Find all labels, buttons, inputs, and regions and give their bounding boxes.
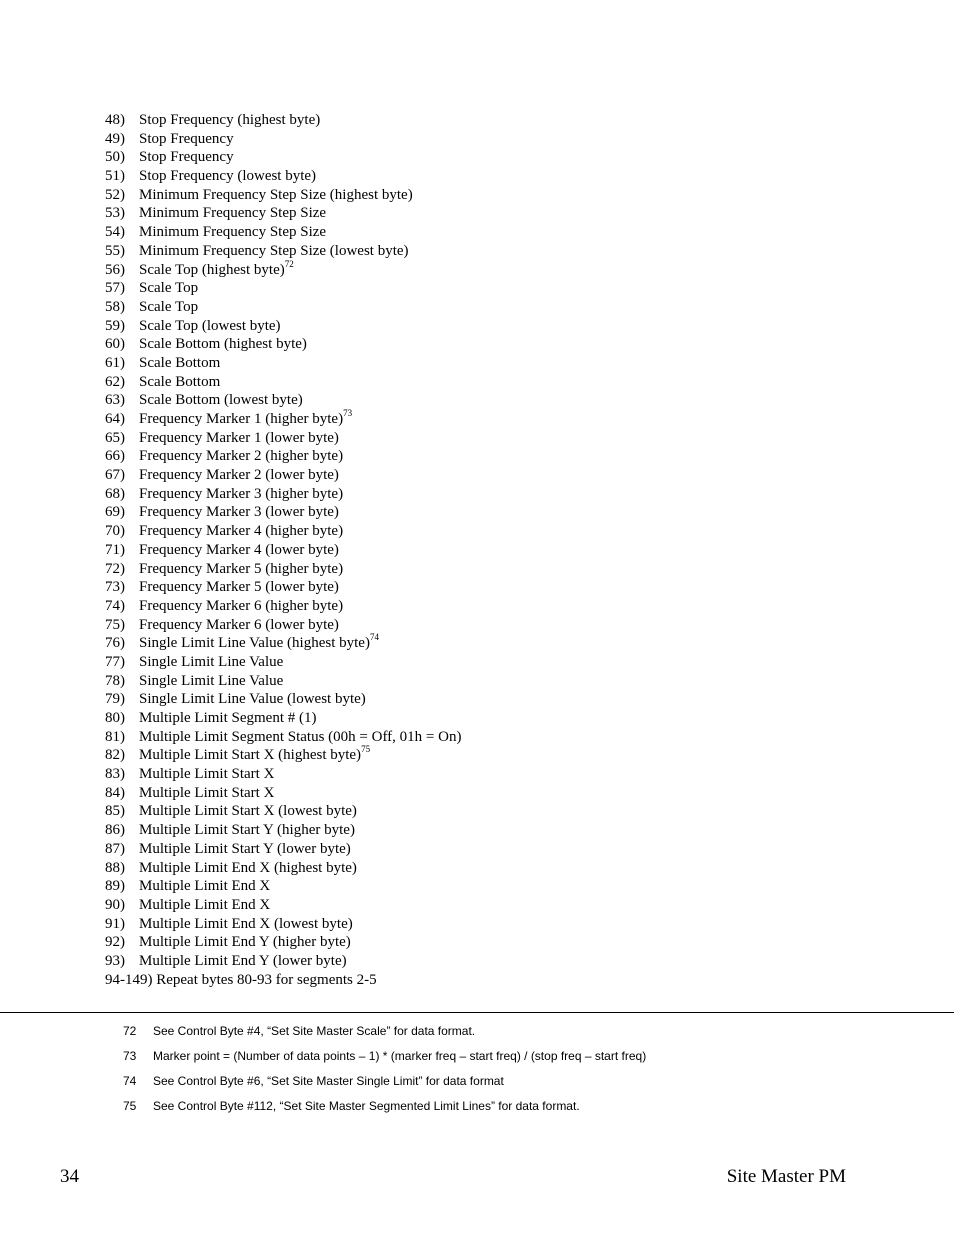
item-number: 52) — [105, 186, 125, 203]
list-item — [105, 560, 885, 579]
item-text: Stop Frequency (highest byte) — [139, 112, 321, 128]
item-text: Multiple Limit End Y (higher byte) — [139, 934, 351, 951]
item-text: Scale Bottom (lowest byte) — [139, 392, 303, 409]
list-item — [105, 541, 885, 560]
item-number: 74) — [105, 597, 125, 614]
item-text: Single Limit Line Value (lowest byte) — [139, 691, 366, 708]
item-text: Multiple Limit End X (highest byte) — [139, 859, 357, 876]
item-text: Single Limit Line Value (highest byte) — [139, 635, 370, 652]
list-item — [105, 578, 885, 597]
item-number: 82) — [105, 747, 125, 764]
item-number: 62) — [105, 373, 125, 390]
item-text: Multiple Limit End Y (lower byte) — [139, 952, 347, 969]
item-number: 60) — [105, 336, 125, 353]
item-number: 48) — [105, 112, 125, 128]
item-number: 76) — [105, 635, 125, 652]
footnote-number: 74 — [123, 1074, 137, 1088]
item-number: 75) — [105, 616, 125, 633]
item-number: 89) — [105, 878, 125, 895]
item-number: 59) — [105, 317, 125, 334]
list-item — [105, 503, 885, 522]
item-number: 84) — [105, 784, 125, 801]
item-number: 50) — [105, 149, 125, 166]
item-number: 78) — [105, 672, 125, 689]
list-item — [105, 616, 885, 635]
item-text: Scale Bottom (highest byte) — [139, 336, 307, 353]
item-text: Frequency Marker 1 (lower byte) — [139, 429, 339, 446]
item-number: 70) — [105, 523, 125, 540]
item-number: 57) — [105, 280, 125, 297]
item-text: Frequency Marker 2 (lower byte) — [139, 467, 339, 484]
footnote — [123, 1072, 923, 1097]
list-item — [105, 840, 885, 859]
item-text: Multiple Limit Segment # (1) — [139, 710, 317, 726]
item-text: Multiple Limit Start X — [139, 784, 275, 801]
list-item — [105, 373, 885, 392]
item-text: Frequency Marker 5 (higher byte) — [139, 560, 344, 577]
list-item — [105, 672, 885, 691]
footnote-text: See Control Byte #6, “Set Site Master Single Limit” for data format — [153, 1074, 504, 1088]
footnote-number: 73 — [123, 1049, 137, 1063]
item-text: Single Limit Line Value — [139, 672, 284, 689]
list-item — [105, 335, 885, 354]
item-text: Stop Frequency — [139, 130, 234, 147]
item-text: Scale Top — [139, 280, 199, 297]
list-item — [105, 653, 885, 672]
list-item — [105, 298, 885, 317]
footnote-ref: 72 — [284, 258, 294, 269]
footnote-ref: 75 — [361, 744, 371, 755]
list-item — [105, 485, 885, 504]
footnote-text: Marker point = (Number of data points – 1) * (marker freq – start freq) / (stop freq – start freq) — [153, 1049, 647, 1063]
item-number: 64) — [105, 411, 125, 427]
list-item — [105, 952, 885, 971]
footnote-number: 75 — [123, 1099, 137, 1113]
list-item — [105, 728, 885, 747]
footnote — [123, 1022, 923, 1047]
footnote — [123, 1047, 923, 1072]
list-item — [105, 391, 885, 410]
list-item — [105, 410, 885, 429]
item-text: Single Limit Line Value — [139, 653, 284, 670]
item-text: Stop Frequency (lowest byte) — [139, 168, 317, 185]
item-text: Frequency Marker 3 (lower byte) — [139, 504, 339, 521]
list-item — [105, 765, 885, 784]
item-number: 87) — [105, 840, 125, 857]
list-item — [105, 204, 885, 223]
item-number: 68) — [105, 485, 125, 502]
footnotes — [123, 1022, 923, 1122]
item-number: 71) — [105, 541, 125, 558]
document-title: Site Master PM — [726, 1166, 846, 1187]
item-text: Multiple Limit Segment Status (00h = Off, 01h = On) — [139, 728, 462, 745]
item-text: Stop Frequency — [139, 149, 234, 166]
item-text: Scale Top (lowest byte) — [139, 317, 281, 334]
item-text: Frequency Marker 4 (higher byte) — [139, 523, 344, 540]
item-number: 53) — [105, 205, 125, 222]
list-item — [105, 223, 885, 242]
item-number: 66) — [105, 448, 125, 465]
list-item — [105, 915, 885, 934]
item-number: 51) — [105, 168, 125, 185]
list-item — [105, 597, 885, 616]
item-number: 80) — [105, 710, 125, 726]
item-number: 92) — [105, 934, 125, 951]
item-number: 90) — [105, 896, 125, 913]
list-item — [105, 690, 885, 709]
list-item — [105, 111, 885, 130]
list-item — [105, 242, 885, 261]
item-text: Frequency Marker 4 (lower byte) — [139, 541, 339, 558]
item-number: 69) — [105, 504, 125, 521]
footnote-ref: 73 — [343, 408, 353, 418]
item-text: Minimum Frequency Step Size — [139, 205, 327, 222]
item-number: 56) — [105, 261, 125, 278]
item-text: Frequency Marker 1 (higher byte) — [139, 411, 344, 427]
item-number: 86) — [105, 822, 125, 839]
list-item — [105, 784, 885, 803]
item-text: Minimum Frequency Step Size — [139, 224, 327, 241]
item-text: Multiple Limit Start X — [139, 766, 275, 783]
item-number: 73) — [105, 579, 125, 596]
item-number: 61) — [105, 354, 125, 371]
item-text: Scale Bottom — [139, 373, 221, 390]
list-item — [105, 896, 885, 915]
list-item — [105, 522, 885, 541]
item-text: Multiple Limit Start X (highest byte) — [139, 747, 362, 764]
footnote-text: See Control Byte #112, “Set Site Master Segmented Limit Lines” for data format. — [153, 1099, 580, 1113]
footnote — [123, 1097, 923, 1122]
item-text: Scale Top — [139, 298, 199, 315]
item-number: 58) — [105, 298, 125, 315]
item-number: 85) — [105, 803, 125, 820]
item-text: Minimum Frequency Step Size (lowest byte) — [139, 242, 409, 259]
item-number: 88) — [105, 859, 125, 876]
item-text: Frequency Marker 5 (lower byte) — [139, 579, 339, 596]
page-number: 34 — [60, 1166, 79, 1187]
item-number: 49) — [105, 130, 125, 147]
list-item — [105, 466, 885, 485]
item-text: Multiple Limit End X (lowest byte) — [139, 915, 353, 932]
item-number: 72) — [105, 560, 125, 577]
item-text: Frequency Marker 6 (higher byte) — [139, 597, 344, 614]
repeat-note: 94-149) Repeat bytes 80-93 for segments 2-5 — [105, 971, 377, 988]
footnote-text: See Control Byte #4, “Set Site Master Scale” for data format. — [153, 1024, 476, 1038]
item-number: 93) — [105, 952, 125, 969]
item-number: 83) — [105, 766, 125, 783]
item-number: 67) — [105, 467, 125, 484]
item-number: 65) — [105, 429, 125, 446]
item-number: 54) — [105, 224, 125, 241]
list-item — [105, 429, 885, 448]
list-item — [105, 447, 885, 466]
item-number: 79) — [105, 691, 125, 708]
item-number: 77) — [105, 653, 125, 670]
item-text: Frequency Marker 3 (higher byte) — [139, 485, 344, 502]
item-text: Multiple Limit End X — [139, 878, 271, 895]
footnote-number: 72 — [123, 1024, 137, 1038]
list-item — [105, 859, 885, 878]
list-item — [105, 709, 885, 728]
list-item — [105, 634, 885, 653]
item-text: Multiple Limit End X — [139, 896, 271, 913]
list-item — [105, 821, 885, 840]
item-number: 81) — [105, 728, 125, 745]
list-item — [105, 167, 885, 186]
footnote-divider — [0, 1012, 954, 1013]
footnote-ref: 74 — [369, 632, 379, 643]
list-item — [105, 802, 885, 821]
item-text: Minimum Frequency Step Size (highest byte) — [139, 186, 413, 203]
list-item — [105, 317, 885, 336]
item-text: Scale Top (highest byte) — [139, 261, 285, 278]
list-item — [105, 877, 885, 896]
item-text: Scale Bottom — [139, 354, 221, 371]
list-item — [105, 130, 885, 149]
item-text: Multiple Limit Start Y (higher byte) — [139, 822, 355, 839]
list-item — [105, 148, 885, 167]
list-item — [105, 258, 885, 280]
item-text: Frequency Marker 2 (higher byte) — [139, 448, 344, 465]
byte-list — [105, 111, 885, 989]
item-text: Multiple Limit Start X (lowest byte) — [139, 803, 357, 820]
item-number: 91) — [105, 915, 125, 932]
list-item — [105, 933, 885, 952]
list-item — [105, 186, 885, 205]
item-text: Multiple Limit Start Y (lower byte) — [139, 840, 351, 857]
list-item — [105, 746, 885, 765]
item-number: 63) — [105, 392, 125, 409]
item-number: 55) — [105, 242, 125, 259]
item-text: Frequency Marker 6 (lower byte) — [139, 616, 339, 633]
list-item — [105, 279, 885, 298]
list-item — [105, 354, 885, 373]
